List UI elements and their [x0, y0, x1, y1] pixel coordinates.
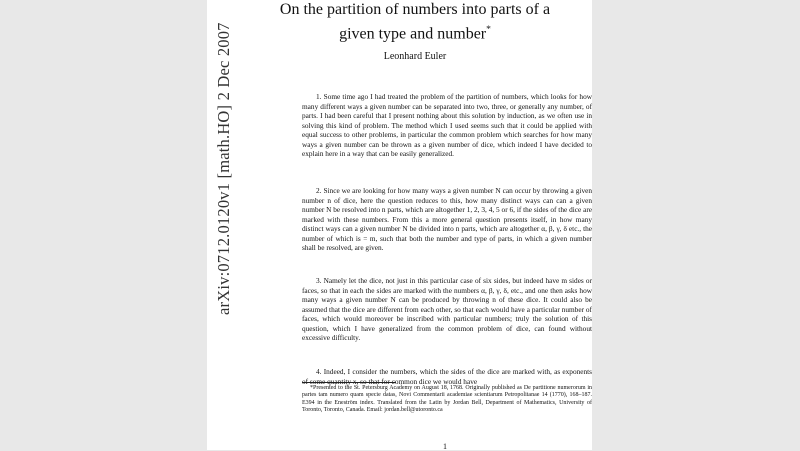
arxiv-stamp: arXiv:0712.0120v1 [math.HO] 2 Dec 2007	[214, 22, 233, 315]
title-text: On the partition of numbers into parts of a given type and number	[279, 1, 551, 43]
footnote: *Presented to the St. Petersburg Academy on August 18, 1768. Originally published as De partitione numerorum in partes tam numero quam specie datas, Novi Commentarii academiae scientiarum Petropolitanae 14 (1770), 168–187. E394 in the Eneström index. Translated from the Latin by Jordan Bell, Department of Mathematics, University of Toronto, Toronto, Canada. Email: jordan.bell@utoronto.ca	[302, 385, 592, 414]
paragraph-4: 4. Indeed, I consider the numbers, which the sides of the dice are marked with, as exponents of some quantity x, so that for common dice we would have	[302, 367, 592, 386]
paragraph-3: 3. Namely let the dice, not just in this particular case of six sides, but indeed have m sides or faces, so that in each the sides are marked with the numbers α, β, γ, δ, etc., and one then asks how many ways a given number N can be produced by throwing n of these dice. It could also be assumed that the dice are different from each other, so that each would have a particular number of faces, which would moreover be inscribed with particular numbers; truly the solution of this question, which I have generalized from the common problem of dice, can found without excessive difficulty.	[302, 276, 592, 342]
paragraph-2: 2. Since we are looking for how many ways a given number N can occur by throwing a given number n of dice, here the question reduces to this, how many distinct ways can can a given number N be resolved into n parts, which are altogether 1, 2, 3, 4, 5 or 6, if the sides of the dice are marked with these numbers. From this a more general question presents itself, in how many distinct ways can a given number N be divided into n parts, which are altogether α, β, γ, δ etc., the number of which is = m, such that both the number and type of parts, in which a given number shall be resolved, are given.	[302, 186, 592, 252]
paper-author: Leonhard Euler	[383, 51, 447, 62]
paper-title	[265, 0, 565, 44]
paragraph-1: 1. Some time ago I had treated the problem of the partition of numbers, which looks for how many different ways a given number can be separated into two, three, or generally any number, of parts. I had been careful that I present nothing about this solution by induction, as we often use in solving this kind of problem. The method which I used seems such that it could be applied with equal success to other problems, in particular the common problem which searches for how many ways a given number can be thrown as a given number of dice, which indeed I have decided to explain here in a way that can be easily generalized.	[302, 92, 592, 158]
title-footnote-mark: *	[486, 24, 491, 35]
footnote-rule	[302, 382, 396, 383]
page-number: 1	[443, 442, 447, 451]
